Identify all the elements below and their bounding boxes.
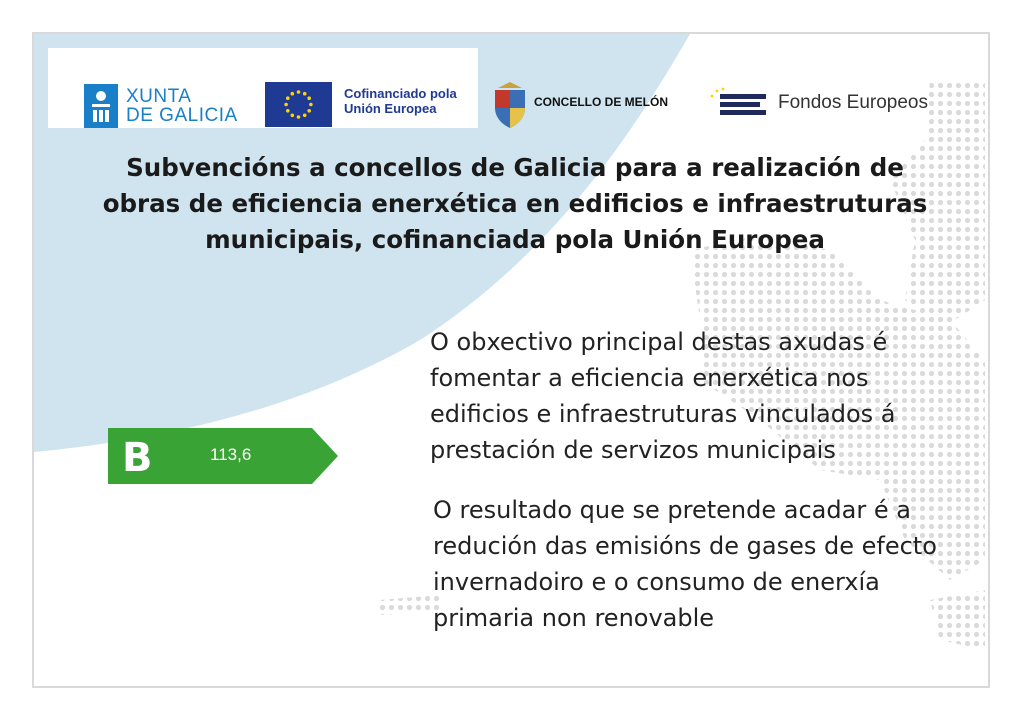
- energy-rating-badge: [108, 428, 340, 484]
- energy-class-letter: B: [122, 435, 153, 481]
- objective-paragraph: O obxectivo principal destas axudas é fomentar a eficiencia enerxética nos edificios e infraestruturas vinculados á prestación de servizos municipais: [430, 328, 896, 464]
- xunta-line1: XUNTA: [126, 86, 192, 107]
- eu-flag-icon: [265, 82, 332, 127]
- xunta-logo: [84, 84, 238, 128]
- fondos-europeos-icon: [708, 86, 770, 122]
- concello-shield-icon: [492, 82, 528, 128]
- result-paragraph: O resultado que se pretende acadar é a redución das emisións de gases de efecto invernadoiro e o consumo de enerxía primaria non renovable: [433, 496, 937, 632]
- energy-value: 113,6: [210, 445, 252, 464]
- concello-name: CONCELLO DE MELÓN: [534, 95, 668, 109]
- eu-cofinanced-label: [344, 86, 457, 116]
- xunta-line2: DE GALICIA: [126, 105, 238, 126]
- page-title: Subvencións a concellos de Galicia para a realización de obras de eficiencia enerxética en edificios e infraestruturas municipais, cofinanciada pola Unión Europea: [102, 153, 928, 254]
- eu-line2: Unión Europea: [344, 101, 437, 116]
- fondos-europeos-label: Fondos Europeos: [778, 92, 928, 113]
- eu-line1: Cofinanciado pola: [344, 86, 457, 101]
- xunta-emblem-icon: [84, 84, 118, 128]
